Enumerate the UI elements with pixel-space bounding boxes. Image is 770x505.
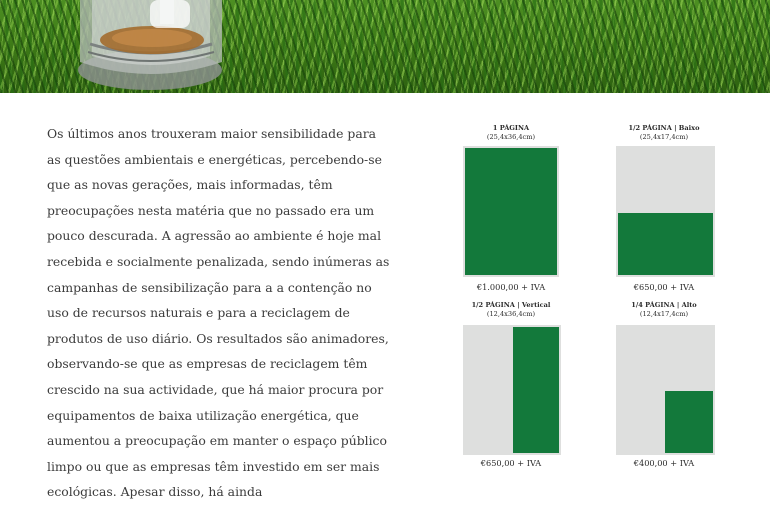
grass-banner-image (0, 0, 770, 93)
ad-format-title: 1 PÁGINA (492, 124, 530, 132)
ad-format-title: 1/2 PÁGINA | Vertical (471, 301, 551, 309)
ad-format-title: 1/2 PÁGINA | Baixo (628, 124, 700, 132)
ad-format-fill-area (665, 391, 713, 453)
article-body-text: Os últimos anos trouxeram maior sensibilidade para as questões ambientais e energéticas, percebendo-se que as novas gerações, mais informadas, têm preocupações nesta matéria que no passado era um pouco descurada. A agressão ao ambiente é hoje mal recebida e socialmente penalizada, sendo inúmeras as campanhas de sensibilização para a a contenção no uso de recursos naturais e para a reciclagem de produtos de uso diário. Os resultados são animadores, observando-se que as empresas de reciclagem têm crescido na sua actividade, que há maior procura por equipamentos de baixa utilização energética, que aumentou a preocupação em manter o espaço público limpo ou que as empresas têm investido em ser mais ecológicas. Apesar disso, há ainda (47, 126, 390, 500)
ad-format-preview (463, 146, 559, 277)
ad-format-dimensions: (12,4x36,4cm) (486, 310, 536, 318)
ad-format-preview (616, 146, 715, 277)
ad-format-price: €1.000,00 + IVA (476, 282, 546, 292)
jar-illustration (0, 0, 770, 93)
ad-format-dimensions: (25,4x36,4cm) (486, 133, 536, 141)
ad-format-full-page (431, 124, 591, 292)
ad-format-price: €650,00 + IVA (480, 458, 542, 468)
ad-format-half-page-bottom (584, 124, 744, 292)
ad-format-dimensions: (12,4x17,4cm) (639, 310, 689, 318)
ad-format-preview (463, 325, 561, 455)
ad-format-price: €650,00 + IVA (633, 282, 695, 292)
ad-format-preview (616, 325, 715, 455)
ad-format-price: €400,00 + IVA (633, 458, 695, 468)
ad-format-fill-area (465, 148, 557, 275)
ad-format-quarter-page-top (584, 301, 744, 470)
ad-format-dimensions: (25,4x17,4cm) (639, 133, 689, 141)
ad-format-half-page-vertical (431, 301, 591, 470)
ad-format-fill-area (513, 327, 559, 453)
ad-format-title: 1/4 PÁGINA | Alto (631, 301, 697, 309)
ad-format-fill-area (618, 213, 713, 275)
